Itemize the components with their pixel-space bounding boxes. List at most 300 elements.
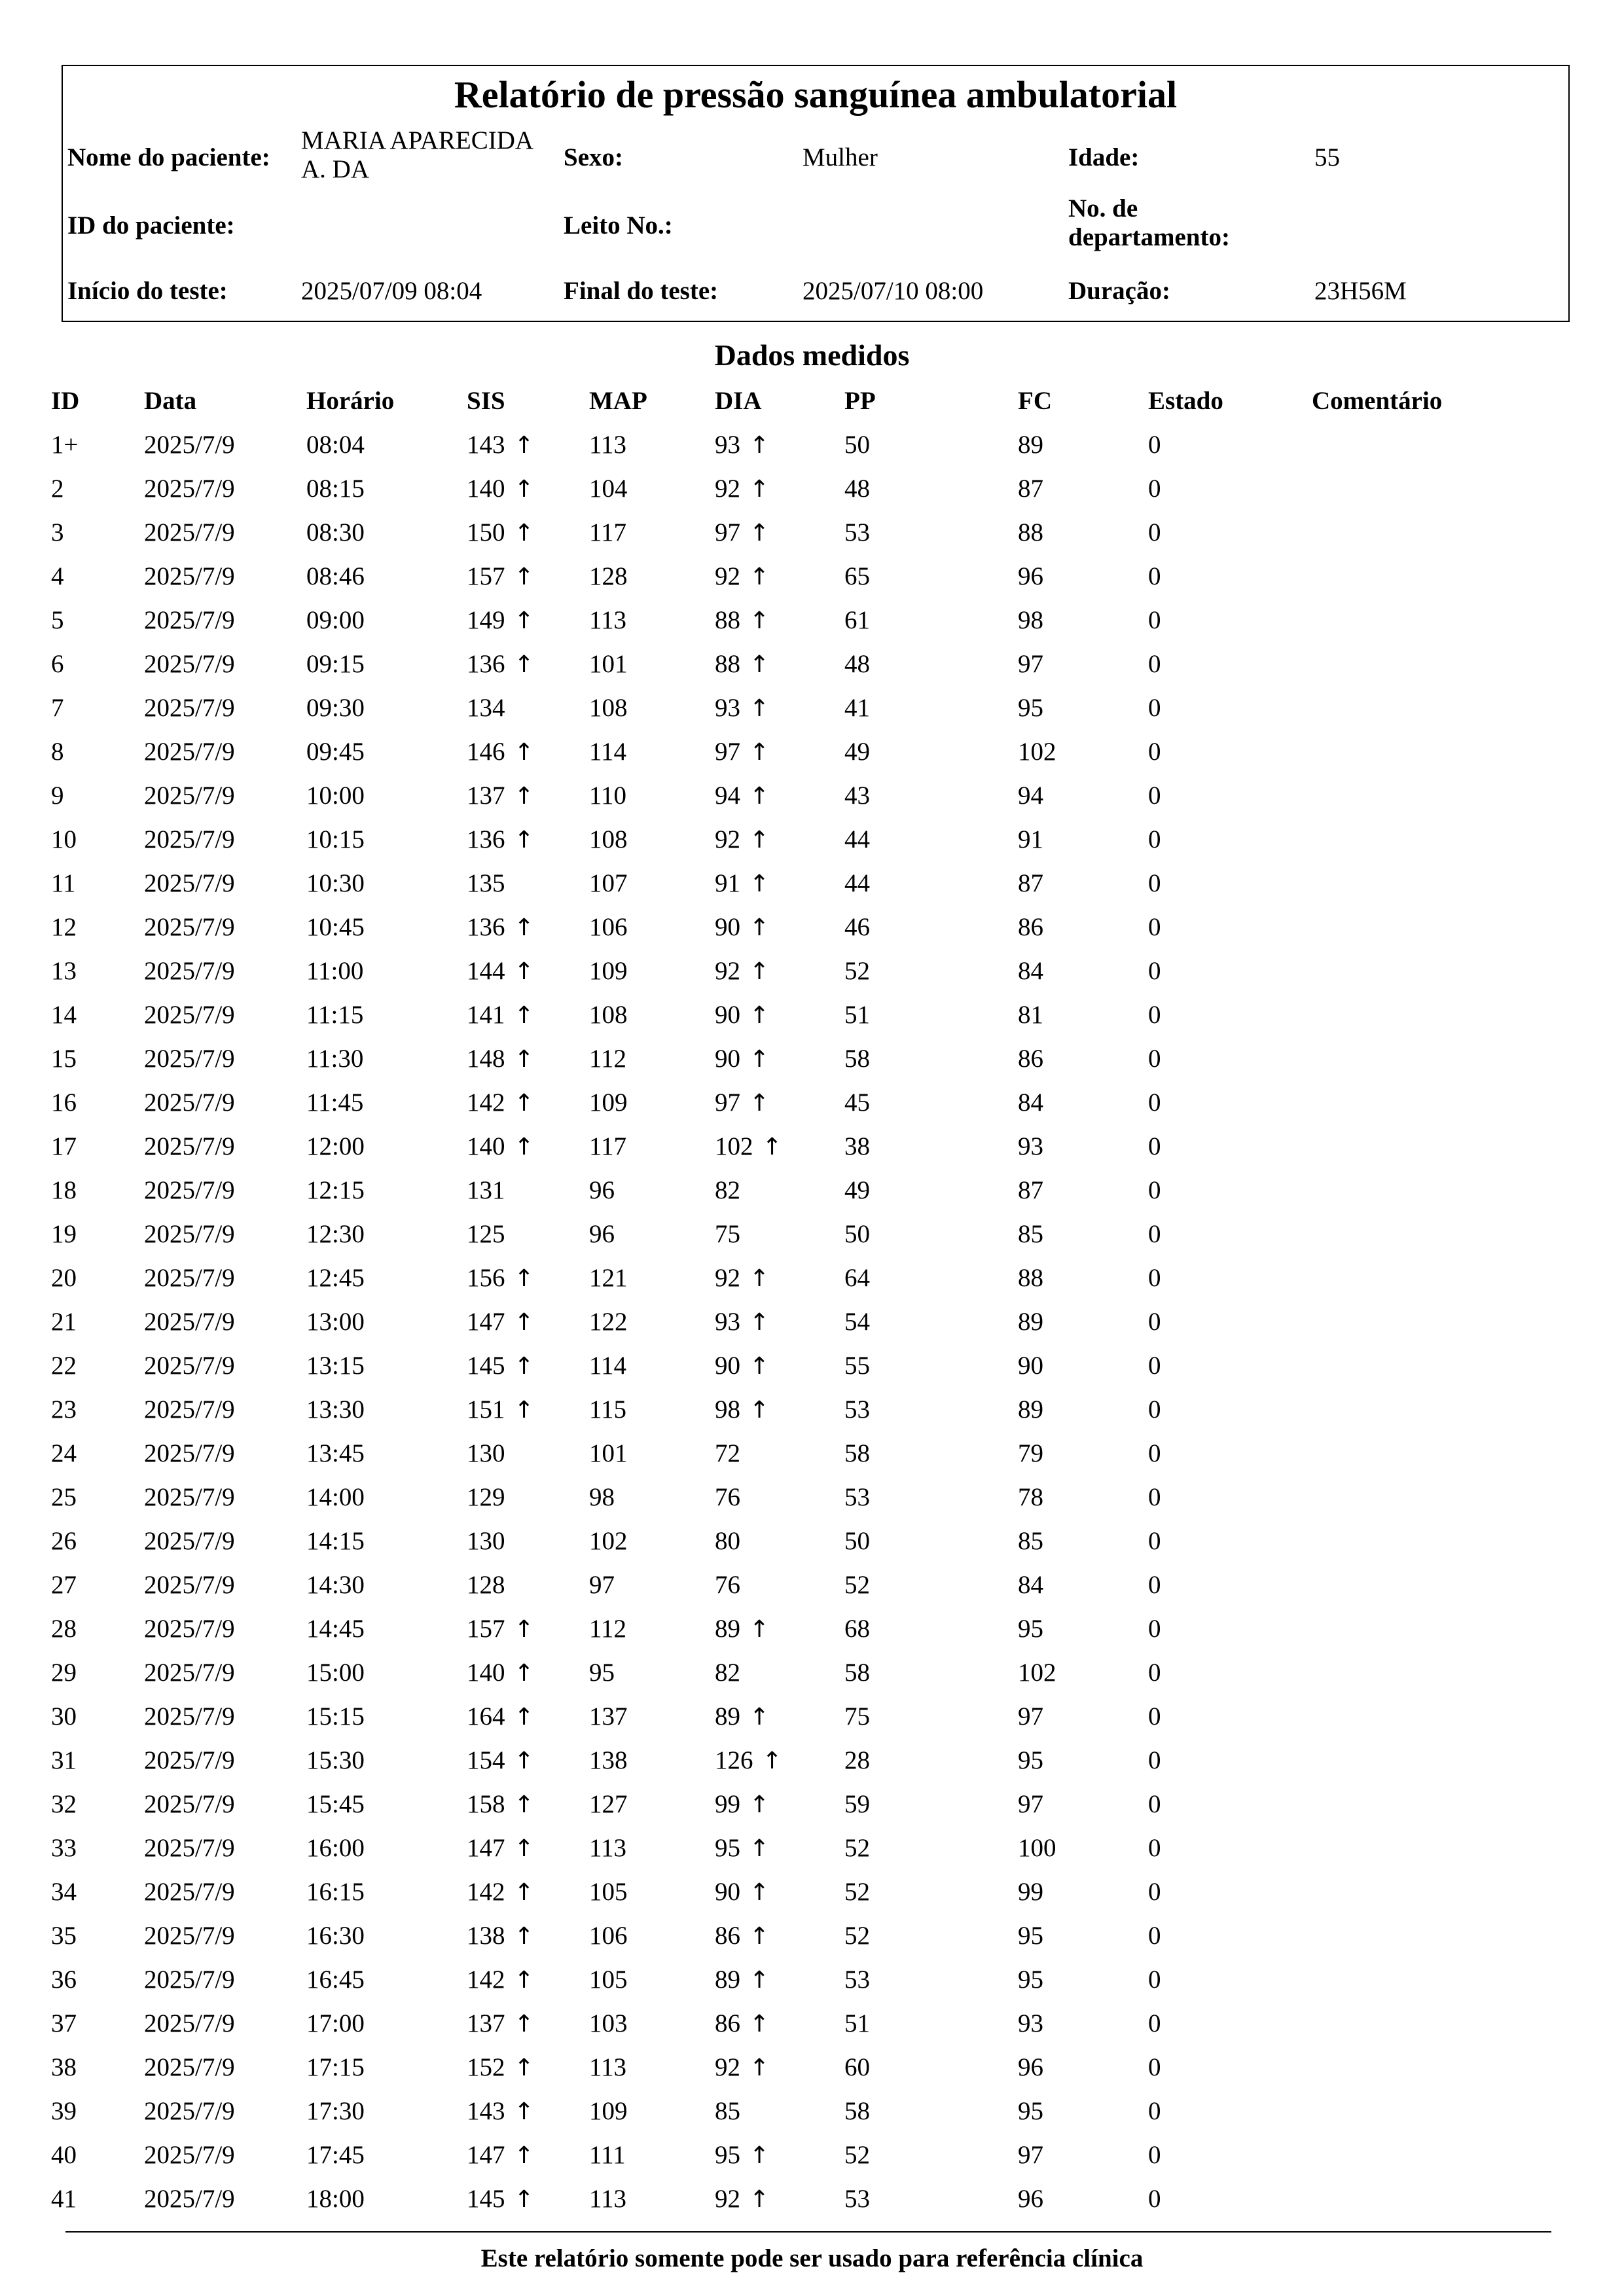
table-row (0, 1482, 1624, 1526)
cell-pp-value: 38 (844, 1132, 870, 1160)
high-value-arrow-icon: ↑ (514, 1748, 534, 1774)
cell-dia (715, 1746, 782, 1775)
cell-status-value: 0 (1148, 913, 1161, 941)
cell-sis-value: 136 (467, 650, 505, 678)
cell-date (144, 562, 235, 591)
cell-status-value: 0 (1148, 2053, 1161, 2081)
cell-time (306, 1351, 365, 1380)
cell-sis-value: 158 (467, 1790, 505, 1818)
cell-status-value: 0 (1148, 1659, 1161, 1687)
cell-sis-value: 130 (467, 1527, 505, 1555)
cell-pp-value: 61 (844, 606, 870, 634)
cell-status (1148, 518, 1161, 547)
cell-time (306, 1395, 365, 1424)
cell-id-value: 30 (51, 1702, 77, 1731)
cell-pp-value: 52 (844, 1834, 870, 1862)
cell-sis-value: 142 (467, 1878, 505, 1906)
high-value-arrow-icon: ↑ (514, 1002, 534, 1029)
high-value-arrow-icon: ↑ (749, 2054, 770, 2081)
cell-fc (1018, 1088, 1043, 1117)
cell-time-value: 12:15 (306, 1176, 365, 1204)
cell-time (306, 474, 365, 503)
cell-sis (467, 1088, 534, 1117)
cell-status-value: 0 (1148, 1439, 1161, 1467)
cell-sis-value: 135 (467, 869, 505, 897)
cell-date-value: 2025/7/9 (144, 1220, 235, 1248)
cell-pp-value: 51 (844, 1001, 870, 1029)
cell-pp-value: 41 (844, 694, 870, 722)
cell-id (51, 474, 64, 503)
cell-id-value: 37 (51, 2009, 77, 2037)
cell-id-value: 2 (51, 475, 64, 503)
duration-value: 23H56M (1314, 277, 1407, 305)
cell-fc (1018, 1000, 1043, 1030)
cell-id (51, 956, 77, 986)
cell-pp (844, 1877, 870, 1907)
cell-map (589, 1219, 615, 1249)
high-value-arrow-icon: ↑ (749, 783, 770, 810)
high-value-arrow-icon: ↑ (514, 1835, 534, 1862)
cell-dia-value: 92 (715, 562, 740, 590)
cell-id-value: 22 (51, 1352, 77, 1380)
cell-status (1148, 2140, 1161, 2170)
table-row (0, 1658, 1624, 1701)
cell-id-value: 13 (51, 957, 77, 985)
cell-map-value: 114 (589, 738, 627, 766)
cell-status (1148, 1000, 1161, 1030)
cell-date (144, 1965, 235, 1994)
cell-pp (844, 1702, 870, 1731)
cell-sis (467, 912, 534, 942)
cell-date-value: 2025/7/9 (144, 1746, 235, 1774)
cell-date (144, 1044, 235, 1073)
cell-status-value: 0 (1148, 1352, 1161, 1380)
cell-fc (1018, 825, 1043, 854)
cell-sis-value: 146 (467, 738, 505, 766)
high-value-arrow-icon: ↑ (514, 1660, 534, 1687)
cell-fc (1018, 1439, 1043, 1468)
cell-map (589, 1088, 628, 1117)
patient-info-box (62, 65, 1570, 322)
cell-date-value: 2025/7/9 (144, 2009, 235, 2037)
cell-sis-value: 137 (467, 781, 505, 810)
cell-sis (467, 2184, 534, 2214)
high-value-arrow-icon: ↑ (514, 2098, 534, 2125)
cell-pp-value: 48 (844, 650, 870, 678)
cell-fc (1018, 1132, 1043, 1161)
cell-status (1148, 2009, 1161, 2038)
cell-date (144, 605, 235, 635)
cell-time (306, 1658, 365, 1687)
cell-id-value: 15 (51, 1045, 77, 1073)
cell-status-value: 0 (1148, 1132, 1161, 1160)
cell-sis (467, 605, 534, 635)
cell-time (306, 1088, 363, 1117)
table-row (0, 912, 1624, 956)
cell-dia-value: 99 (715, 1790, 740, 1818)
cell-id-value: 39 (51, 2097, 77, 2125)
cell-pp (844, 649, 870, 679)
cell-pp (844, 737, 870, 766)
high-value-arrow-icon: ↑ (749, 476, 770, 503)
cell-dia (715, 1175, 740, 1205)
cell-time-value: 16:00 (306, 1834, 365, 1862)
cell-time-value: 17:30 (306, 2097, 365, 2125)
cell-time (306, 1000, 363, 1030)
cell-sis-value: 145 (467, 2185, 505, 2213)
cell-pp-value: 52 (844, 1922, 870, 1950)
cell-id-value: 31 (51, 1746, 77, 1774)
cell-status-value: 0 (1148, 2097, 1161, 2125)
cell-status (1148, 1658, 1161, 1687)
high-value-arrow-icon: ↑ (514, 1046, 534, 1073)
cell-dia-value: 90 (715, 1045, 740, 1073)
cell-status (1148, 1482, 1161, 1512)
cell-date-value: 2025/7/9 (144, 1659, 235, 1687)
age-value: 55 (1314, 143, 1340, 171)
column-header-time: Horário (306, 387, 395, 415)
high-value-arrow-icon: ↑ (514, 1704, 534, 1731)
cell-map (589, 2184, 626, 2214)
cell-fc-value: 96 (1018, 2053, 1043, 2081)
cell-time-value: 08:15 (306, 475, 365, 503)
cell-id (51, 869, 76, 898)
cell-id-value: 25 (51, 1483, 77, 1511)
cell-sis-value: 129 (467, 1483, 505, 1511)
cell-pp (844, 1526, 870, 1556)
cell-dia (715, 1000, 769, 1030)
cell-map-value: 108 (589, 694, 628, 722)
cell-pp-value: 55 (844, 1352, 870, 1380)
cell-sis (467, 869, 505, 898)
cell-time (306, 1833, 365, 1863)
cell-pp-value: 50 (844, 1220, 870, 1248)
cell-map-value: 127 (589, 1790, 628, 1818)
cell-pp (844, 474, 870, 503)
cell-pp (844, 1395, 870, 1424)
cell-id (51, 1482, 77, 1512)
cell-map (589, 1132, 626, 1161)
cell-date-value: 2025/7/9 (144, 957, 235, 985)
cell-date (144, 1263, 235, 1293)
footer-note: Este relatório somente pode ser usado para referência clínica (480, 2244, 1144, 2272)
cell-fc-value: 89 (1018, 431, 1043, 459)
cell-date-value: 2025/7/9 (144, 1001, 235, 1029)
cell-status (1148, 1044, 1161, 1073)
cell-status-value: 0 (1148, 1264, 1161, 1292)
cell-dia (715, 1526, 740, 1556)
cell-sis-value: 149 (467, 606, 505, 634)
cell-sis (467, 1263, 534, 1293)
cell-status-value: 0 (1148, 781, 1161, 810)
cell-date-value: 2025/7/9 (144, 2141, 235, 2169)
cell-dia (715, 605, 769, 635)
cell-time (306, 2140, 365, 2170)
cell-map-value: 106 (589, 913, 628, 941)
cell-pp (844, 1044, 870, 1073)
cell-status (1148, 737, 1161, 766)
cell-pp-value: 58 (844, 1045, 870, 1073)
cell-map-value: 96 (589, 1176, 615, 1204)
cell-status (1148, 1132, 1161, 1161)
cell-status-value: 0 (1148, 2141, 1161, 2169)
cell-map-value: 108 (589, 1001, 628, 1029)
cell-date-value: 2025/7/9 (144, 1834, 235, 1862)
cell-sis-value: 154 (467, 1746, 505, 1774)
cell-fc (1018, 1219, 1043, 1249)
cell-sis (467, 649, 534, 679)
cell-dia-value: 90 (715, 913, 740, 941)
cell-time-value: 14:15 (306, 1527, 365, 1555)
cell-time-value: 15:00 (306, 1659, 365, 1687)
cell-fc (1018, 1570, 1043, 1600)
table-row (0, 2053, 1624, 2096)
cell-date-value: 2025/7/9 (144, 1308, 235, 1336)
cell-date-value: 2025/7/9 (144, 1702, 235, 1731)
cell-status (1148, 1175, 1161, 1205)
sex-label: Sexo: (564, 143, 623, 171)
cell-status (1148, 912, 1161, 942)
table-row (0, 869, 1624, 912)
cell-dia-value: 89 (715, 1702, 740, 1731)
cell-time-value: 12:45 (306, 1264, 365, 1292)
cell-time (306, 1263, 365, 1293)
table-row (0, 1088, 1624, 1131)
high-value-arrow-icon: ↑ (514, 607, 534, 634)
cell-fc-value: 97 (1018, 1702, 1043, 1731)
cell-sis-value: 150 (467, 518, 505, 547)
cell-status (1148, 1570, 1161, 1600)
cell-dia-value: 82 (715, 1659, 740, 1687)
cell-date (144, 1526, 235, 1556)
cell-date-value: 2025/7/9 (144, 1527, 235, 1555)
cell-sis (467, 1526, 505, 1556)
high-value-arrow-icon: ↑ (749, 2011, 770, 2037)
cell-fc (1018, 430, 1043, 459)
cell-date (144, 518, 235, 547)
cell-date-value: 2025/7/9 (144, 1439, 235, 1467)
table-row (0, 474, 1624, 517)
cell-fc (1018, 1044, 1043, 1073)
cell-time (306, 1921, 365, 1950)
cell-fc-value: 100 (1018, 1834, 1056, 1862)
cell-time-value: 15:15 (306, 1702, 365, 1731)
cell-pp-value: 48 (844, 475, 870, 503)
cell-fc (1018, 1833, 1056, 1863)
cell-fc-value: 91 (1018, 825, 1043, 853)
cell-date-value: 2025/7/9 (144, 1352, 235, 1380)
cell-dia (715, 1570, 740, 1600)
department-label: No. de departamento: (1068, 194, 1230, 251)
cell-id-value: 16 (51, 1088, 77, 1117)
age-label: Idade: (1068, 143, 1140, 171)
cell-sis (467, 474, 534, 503)
cell-fc-value: 88 (1018, 1264, 1043, 1292)
cell-map (589, 1921, 628, 1950)
cell-pp-value: 46 (844, 913, 870, 941)
cell-pp-value: 75 (844, 1702, 870, 1731)
table-row (0, 1439, 1624, 1482)
cell-time (306, 1526, 365, 1556)
cell-date (144, 2053, 235, 2082)
cell-status (1148, 1307, 1161, 1336)
high-value-arrow-icon: ↑ (514, 1923, 534, 1950)
cell-sis-value: 157 (467, 1615, 505, 1643)
cell-id (51, 1789, 77, 1819)
cell-id (51, 1439, 77, 1468)
cell-sis-value: 152 (467, 2053, 505, 2081)
cell-pp (844, 781, 870, 810)
cell-sis (467, 1658, 534, 1687)
cell-map (589, 1877, 628, 1907)
cell-map-value: 107 (589, 869, 628, 897)
cell-fc (1018, 605, 1043, 635)
cell-date-value: 2025/7/9 (144, 1790, 235, 1818)
cell-map-value: 110 (589, 781, 627, 810)
cell-dia (715, 2053, 769, 2082)
cell-id-value: 23 (51, 1395, 77, 1424)
cell-dia-value: 91 (715, 869, 740, 897)
cell-map (589, 1614, 626, 1643)
cell-fc-value: 95 (1018, 694, 1043, 722)
cell-map-value: 128 (589, 562, 628, 590)
high-value-arrow-icon: ↑ (514, 651, 534, 678)
cell-id (51, 1965, 77, 1994)
cell-dia-value: 86 (715, 1922, 740, 1950)
cell-date (144, 1614, 235, 1643)
cell-date-value: 2025/7/9 (144, 1965, 235, 1994)
high-value-arrow-icon: ↑ (514, 1134, 534, 1160)
cell-dia-value: 92 (715, 825, 740, 853)
cell-fc-value: 93 (1018, 2009, 1043, 2037)
table-row (0, 781, 1624, 824)
cell-status-value: 0 (1148, 518, 1161, 547)
high-value-arrow-icon: ↑ (749, 520, 770, 547)
cell-map-value: 115 (589, 1395, 627, 1424)
cell-map-value: 108 (589, 825, 628, 853)
cell-pp-value: 51 (844, 2009, 870, 2037)
cell-id-value: 18 (51, 1176, 77, 1204)
cell-dia (715, 737, 769, 766)
cell-fc-value: 88 (1018, 518, 1043, 547)
cell-pp-value: 64 (844, 1264, 870, 1292)
cell-fc-value: 95 (1018, 1746, 1043, 1774)
cell-status-value: 0 (1148, 1001, 1161, 1029)
high-value-arrow-icon: ↑ (514, 476, 534, 503)
cell-date-value: 2025/7/9 (144, 650, 235, 678)
cell-dia (715, 2184, 769, 2214)
cell-dia-value: 97 (715, 518, 740, 547)
cell-map-value: 112 (589, 1045, 627, 1073)
cell-sis-value: 138 (467, 1922, 505, 1950)
cell-status-value: 0 (1148, 1176, 1161, 1204)
cell-map-value: 111 (589, 2141, 626, 2169)
cell-date (144, 1395, 235, 1424)
cell-map (589, 1526, 628, 1556)
cell-status-value: 0 (1148, 1834, 1161, 1862)
cell-id (51, 649, 64, 679)
cell-dia-value: 89 (715, 1615, 740, 1643)
cell-map-value: 137 (589, 1702, 628, 1731)
cell-status (1148, 1921, 1161, 1950)
cell-date (144, 1219, 235, 1249)
cell-fc (1018, 518, 1043, 547)
cell-sis (467, 2053, 534, 2082)
cell-map-value: 113 (589, 431, 627, 459)
cell-pp-value: 49 (844, 738, 870, 766)
cell-map (589, 2140, 626, 2170)
cell-fc (1018, 1658, 1056, 1687)
cell-dia (715, 518, 769, 547)
cell-dia (715, 1219, 740, 1249)
cell-dia-value: 97 (715, 1088, 740, 1117)
cell-map (589, 605, 626, 635)
cell-time (306, 1219, 365, 1249)
cell-status (1148, 2184, 1161, 2214)
cell-map-value: 95 (589, 1659, 615, 1687)
cell-status-value: 0 (1148, 650, 1161, 678)
cell-status-value: 0 (1148, 1746, 1161, 1774)
high-value-arrow-icon: ↑ (749, 1309, 770, 1336)
cell-pp (844, 2184, 870, 2214)
cell-dia-value: 93 (715, 1308, 740, 1336)
high-value-arrow-icon: ↑ (749, 739, 770, 766)
cell-status-value: 0 (1148, 1702, 1161, 1731)
cell-fc-value: 102 (1018, 738, 1056, 766)
cell-id (51, 1219, 77, 1249)
test-start-value: 2025/07/09 08:04 (301, 277, 482, 305)
high-value-arrow-icon: ↑ (749, 1353, 770, 1380)
cell-id (51, 2009, 77, 2038)
cell-date-value: 2025/7/9 (144, 1264, 235, 1292)
cell-fc (1018, 1789, 1043, 1819)
cell-pp-value: 52 (844, 957, 870, 985)
cell-pp (844, 2009, 870, 2038)
test-start-label: Início do teste: (67, 277, 228, 305)
cell-dia-value: 86 (715, 2009, 740, 2037)
cell-map (589, 781, 626, 810)
cell-status (1148, 693, 1161, 723)
table-row (0, 649, 1624, 692)
cell-time (306, 518, 365, 547)
cell-time (306, 737, 365, 766)
cell-time (306, 1877, 365, 1907)
cell-pp (844, 2140, 870, 2170)
cell-fc-value: 86 (1018, 1045, 1043, 1073)
cell-id-value: 6 (51, 650, 64, 678)
table-row (0, 2009, 1624, 2052)
cell-sis-value: 142 (467, 1088, 505, 1117)
cell-dia (715, 1789, 769, 1819)
cell-time-value: 10:30 (306, 869, 365, 897)
cell-status (1148, 956, 1161, 986)
cell-sis (467, 1614, 534, 1643)
table-row (0, 1263, 1624, 1306)
cell-time (306, 1702, 365, 1731)
cell-fc-value: 95 (1018, 2097, 1043, 2125)
cell-map (589, 430, 626, 459)
cell-sis (467, 781, 534, 810)
table-row (0, 737, 1624, 780)
cell-sis (467, 1132, 534, 1161)
cell-sis (467, 2096, 534, 2126)
cell-status-value: 0 (1148, 825, 1161, 853)
cell-map-value: 101 (589, 650, 628, 678)
high-value-arrow-icon: ↑ (514, 1265, 534, 1292)
table-row (0, 562, 1624, 605)
cell-status-value: 0 (1148, 475, 1161, 503)
cell-fc (1018, 1746, 1043, 1775)
